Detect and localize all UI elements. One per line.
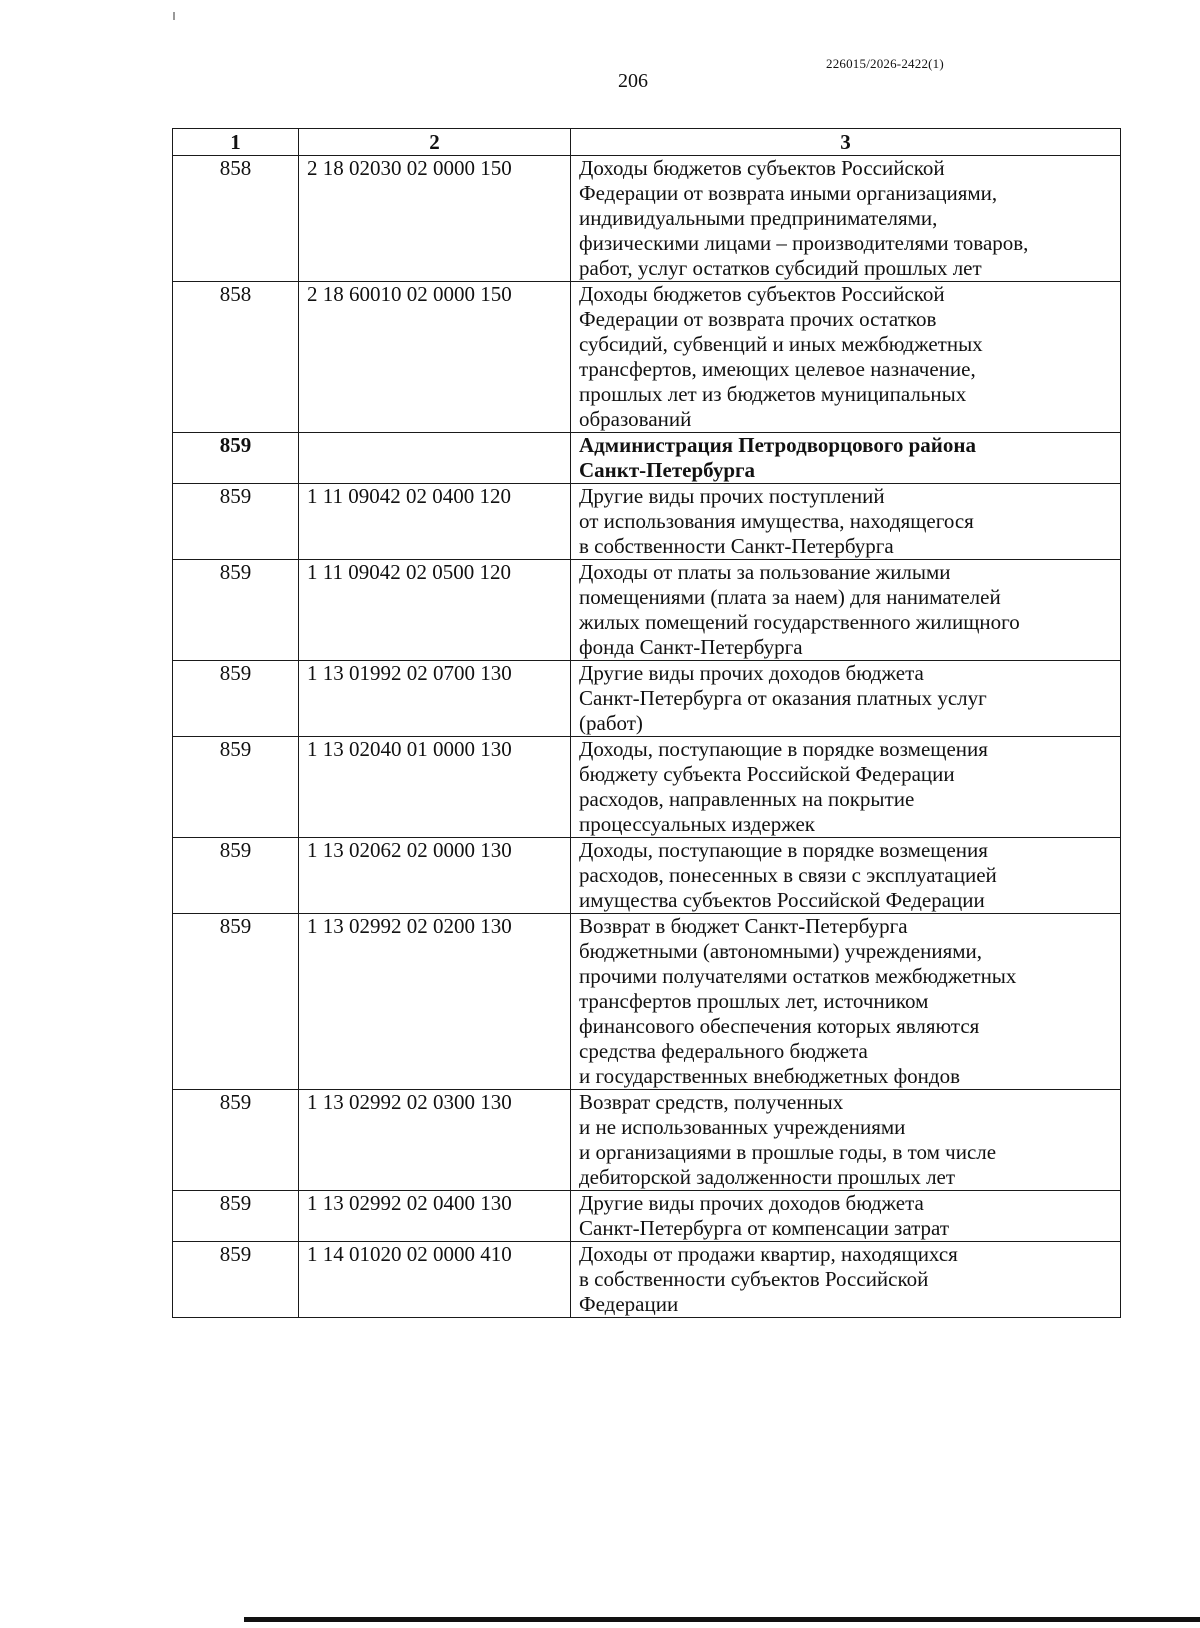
description-line: расходов, направленных на покрытие bbox=[579, 787, 915, 811]
description-line: Доходы от продажи квартир, находящихся bbox=[579, 1242, 958, 1266]
description-line: финансового обеспечения которых являются bbox=[579, 1014, 980, 1038]
description-cell bbox=[571, 737, 1121, 838]
description-line: субсидий, субвенций и иных межбюджетных bbox=[579, 332, 983, 356]
description-line: Другие виды прочих доходов бюджета bbox=[579, 1191, 924, 1215]
description-line: и государственных внебюджетных фондов bbox=[579, 1064, 961, 1088]
budget-code-cell: 1 11 09042 02 0400 120 bbox=[299, 484, 571, 560]
description-line: от использования имущества, находящегося bbox=[579, 509, 974, 533]
budget-code-cell bbox=[299, 433, 571, 484]
description-line: (работ) bbox=[579, 711, 643, 735]
description-line: Другие виды прочих поступлений bbox=[579, 484, 885, 508]
description-line: Федерации от возврата иными организациями, bbox=[579, 181, 998, 205]
admin-code-cell: 859 bbox=[173, 838, 299, 914]
description-line: Возврат в бюджет Санкт-Петербурга bbox=[579, 914, 908, 938]
budget-code-cell: 1 13 01992 02 0700 130 bbox=[299, 661, 571, 737]
description-line: фонда Санкт-Петербурга bbox=[579, 635, 803, 659]
description-line: в собственности Санкт-Петербурга bbox=[579, 534, 894, 558]
description-cell bbox=[571, 560, 1121, 661]
description-line: бюджету субъекта Российской Федерации bbox=[579, 762, 955, 786]
description-line: Санкт-Петербурга bbox=[579, 458, 756, 482]
description-line: Доходы, поступающие в порядке возмещения bbox=[579, 737, 988, 761]
description-line: Возврат средств, полученных bbox=[579, 1090, 844, 1114]
admin-code-cell: 859 bbox=[173, 1090, 299, 1191]
admin-code-cell: 859 bbox=[173, 661, 299, 737]
description-line: прошлых лет из бюджетов муниципальных bbox=[579, 382, 967, 406]
description-cell bbox=[571, 282, 1121, 433]
admin-code-cell: 859 bbox=[173, 737, 299, 838]
budget-code-cell: 2 18 02030 02 0000 150 bbox=[299, 156, 571, 282]
description-line: Санкт-Петербурга от компенсации затрат bbox=[579, 1216, 950, 1240]
description-line: имущества субъектов Российской Федерации bbox=[579, 888, 985, 912]
description-line: трансфертов, имеющих целевое назначение, bbox=[579, 357, 976, 381]
description-cell bbox=[571, 484, 1121, 560]
description-cell bbox=[571, 156, 1121, 282]
description-line: Доходы бюджетов субъектов Российской bbox=[579, 282, 945, 306]
description-cell bbox=[571, 661, 1121, 737]
table-row bbox=[173, 914, 1121, 1090]
description-line: работ, услуг остатков субсидий прошлых лет bbox=[579, 256, 982, 280]
description-line: Доходы бюджетов субъектов Российской bbox=[579, 156, 945, 180]
bottom-scan-edge bbox=[244, 1617, 1200, 1622]
table-row bbox=[173, 1090, 1121, 1191]
table-row bbox=[173, 282, 1121, 433]
table-row bbox=[173, 1191, 1121, 1242]
admin-code-cell: 858 bbox=[173, 156, 299, 282]
column-header-1: 1 bbox=[173, 129, 299, 156]
description-line: образований bbox=[579, 407, 692, 431]
budget-code-cell: 1 11 09042 02 0500 120 bbox=[299, 560, 571, 661]
table-row bbox=[173, 560, 1121, 661]
column-header-3: 3 bbox=[571, 129, 1121, 156]
description-cell bbox=[571, 433, 1121, 484]
description-cell bbox=[571, 914, 1121, 1090]
description-line: расходов, понесенных в связи с эксплуатацией bbox=[579, 863, 997, 887]
description-line: индивидуальными предпринимателями, bbox=[579, 206, 938, 230]
description-line: Доходы, поступающие в порядке возмещения bbox=[579, 838, 988, 862]
description-line: Доходы от платы за пользование жилыми bbox=[579, 560, 951, 584]
budget-code-cell: 2 18 60010 02 0000 150 bbox=[299, 282, 571, 433]
description-line: и организациями в прошлые годы, в том числе bbox=[579, 1140, 997, 1164]
table-row bbox=[173, 661, 1121, 737]
page-number: 206 bbox=[618, 70, 648, 92]
admin-code-cell: 859 bbox=[173, 484, 299, 560]
description-line: Администрация Петродворцового района bbox=[579, 433, 976, 457]
budget-code-cell: 1 14 01020 02 0000 410 bbox=[299, 1242, 571, 1318]
admin-code-cell: 859 bbox=[173, 1191, 299, 1242]
description-line: дебиторской задолженности прошлых лет bbox=[579, 1165, 956, 1189]
budget-code-cell: 1 13 02062 02 0000 130 bbox=[299, 838, 571, 914]
description-line: прочими получателями остатков межбюджетных bbox=[579, 964, 1017, 988]
admin-code-cell: 859 bbox=[173, 433, 299, 484]
description-line: жилых помещений государственного жилищного bbox=[579, 610, 1020, 634]
description-line: процессуальных издержек bbox=[579, 812, 815, 836]
description-cell bbox=[571, 1242, 1121, 1318]
description-line: Федерации от возврата прочих остатков bbox=[579, 307, 937, 331]
margin-mark bbox=[173, 12, 175, 20]
table-row bbox=[173, 838, 1121, 914]
description-line: средства федерального бюджета bbox=[579, 1039, 868, 1063]
description-line: в собственности субъектов Российской bbox=[579, 1267, 929, 1291]
table-body bbox=[173, 156, 1121, 1318]
description-line: помещениями (плата за наем) для нанимателей bbox=[579, 585, 1001, 609]
table-row bbox=[173, 433, 1121, 484]
table-row bbox=[173, 1242, 1121, 1318]
description-line: Другие виды прочих доходов бюджета bbox=[579, 661, 924, 685]
column-header-2: 2 bbox=[299, 129, 571, 156]
description-line: бюджетными (автономными) учреждениями, bbox=[579, 939, 983, 963]
budget-code-cell: 1 13 02992 02 0300 130 bbox=[299, 1090, 571, 1191]
table-row bbox=[173, 156, 1121, 282]
description-cell bbox=[571, 1090, 1121, 1191]
description-line: Санкт-Петербурга от оказания платных услуг bbox=[579, 686, 987, 710]
document-id: 226015/2026-2422(1) bbox=[826, 56, 944, 71]
table-row bbox=[173, 737, 1121, 838]
admin-code-cell: 858 bbox=[173, 282, 299, 433]
table-header-row bbox=[173, 129, 1121, 156]
description-line: физическими лицами – производителями товаров, bbox=[579, 231, 1029, 255]
description-line: Федерации bbox=[579, 1292, 679, 1316]
description-line: и не использованных учреждениями bbox=[579, 1115, 906, 1139]
table-row bbox=[173, 484, 1121, 560]
budget-table bbox=[172, 128, 1121, 1318]
admin-code-cell: 859 bbox=[173, 914, 299, 1090]
admin-code-cell: 859 bbox=[173, 560, 299, 661]
description-cell bbox=[571, 1191, 1121, 1242]
budget-code-cell: 1 13 02992 02 0200 130 bbox=[299, 914, 571, 1090]
budget-code-cell: 1 13 02040 01 0000 130 bbox=[299, 737, 571, 838]
description-line: трансфертов прошлых лет, источником bbox=[579, 989, 929, 1013]
budget-code-cell: 1 13 02992 02 0400 130 bbox=[299, 1191, 571, 1242]
admin-code-cell: 859 bbox=[173, 1242, 299, 1318]
description-cell bbox=[571, 838, 1121, 914]
